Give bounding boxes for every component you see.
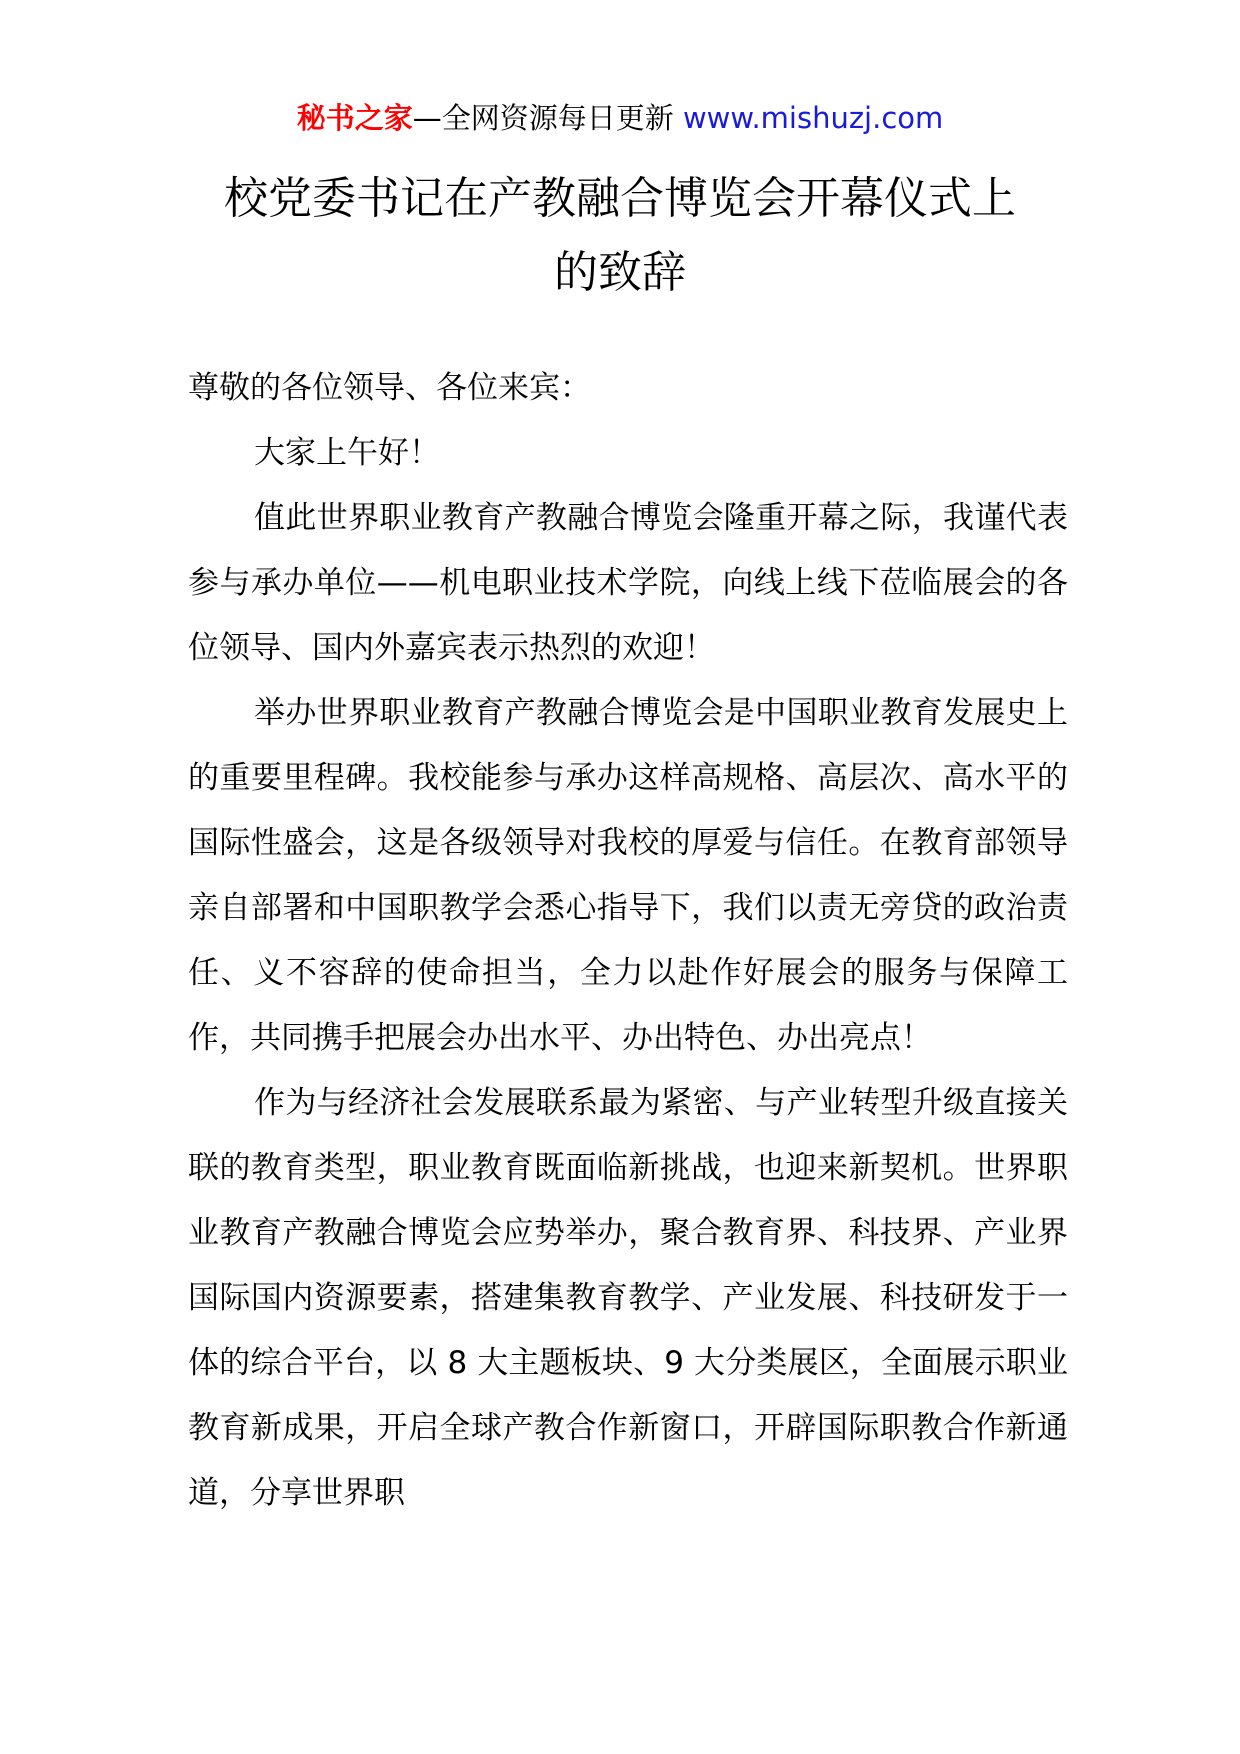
- document-body: [188, 356, 1068, 1526]
- title-line-1: 校党委书记在产教融合博览会开幕仪式上: [224, 173, 1016, 224]
- paragraph-milestone: 举办世界职业教育产教融合博览会是中国职业教育发展史上的重要里程碑。我校能参与承办这样高规格、高层次、高水平的国际性盛会，这是各级领导对我校的厚爱与信任。在教育部领导亲自部署和中国职教学会悉心指导下，我们以责无旁贷的政治责任、义不容辞的使命担当，全力以赴作好展会的服务与保障工作，共同携手把展会办出水平、办出特色、办出亮点！: [188, 695, 1068, 1056]
- paragraph-opportunity: 作为与经济社会发展联系最为紧密、与产业转型升级直接关联的教育类型，职业教育既面临新挑战，也迎来新契机。世界职业教育产教融合博览会应势举办，聚合教育界、科技界、产业界国际国内资源要素，搭建集教育教学、产业发展、科技研发于一体的综合平台，以 8 大主题板块、9 大分类展区，全面展示职业教育新成果，开启全球产教合作新窗口，开辟国际职教合作新通道，分享世界职: [188, 1085, 1068, 1511]
- salutation: 尊敬的各位领导、各位来宾：: [188, 370, 591, 406]
- document-title: [150, 162, 1090, 310]
- site-url-link[interactable]: www.mishuzj.com: [682, 101, 944, 135]
- paragraph-welcome: 值此世界职业教育产教融合博览会隆重开幕之际，我谨代表参与承办单位——机电职业技术学院，向线上线下莅临展会的各位领导、国内外嘉宾表示热烈的欢迎！: [188, 500, 1068, 666]
- greeting: 大家上午好！: [254, 435, 440, 471]
- site-tagline: —全网资源每日更新: [412, 101, 674, 135]
- site-header: [0, 98, 1240, 138]
- title-line-2: 的致辞: [554, 247, 686, 298]
- site-brand: 秘书之家: [296, 101, 413, 135]
